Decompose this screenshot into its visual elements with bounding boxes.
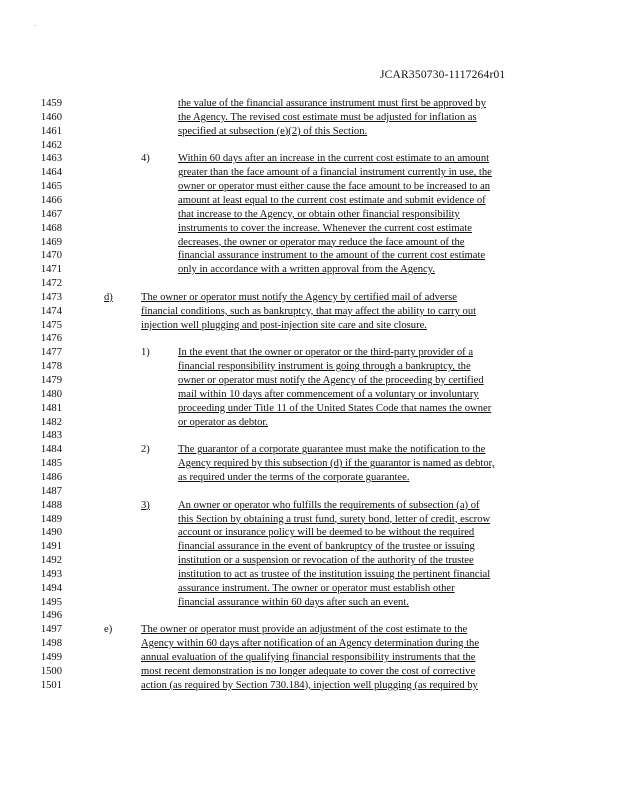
line-number: 1497	[40, 624, 62, 636]
line-text: account or insurance policy will be deemed to be without the required	[178, 527, 475, 539]
line-text: mail within 10 days after commencement of a voluntary or involuntary	[178, 388, 479, 400]
line-number: 1489	[40, 513, 62, 525]
line-number: 1470	[40, 250, 62, 262]
item-label: 1)	[141, 347, 150, 359]
line-number: 1496	[40, 610, 62, 622]
line-text: instruments to cover the increase. Whenever the current cost estimate	[178, 222, 472, 234]
line-text: Agency within 60 days after notification of an Agency determination during the	[141, 638, 480, 650]
document-line	[0, 291, 618, 305]
document-line	[0, 360, 618, 374]
line-number: 1474	[40, 305, 62, 317]
line-number: 1469	[40, 236, 62, 248]
line-text: as required under the terms of the corporate guarantee.	[178, 471, 410, 483]
line-text: financial assurance in the event of bankruptcy of the trustee or issuing	[178, 541, 475, 553]
document-line	[0, 665, 618, 679]
document-line	[0, 526, 618, 540]
document-line	[0, 319, 618, 333]
line-number: 1460	[40, 111, 62, 123]
item-label: 2)	[141, 444, 150, 456]
document-line	[0, 443, 618, 457]
line-number: 1481	[40, 402, 62, 414]
line-text: or operator as debtor.	[178, 416, 269, 428]
line-text: In the event that the owner or operator or the third-party provider of a	[178, 347, 474, 359]
line-text: Within 60 days after an increase in the current cost estimate to an amount	[178, 153, 490, 165]
line-text: The owner or operator must notify the Agency by certified mail of adverse	[141, 291, 457, 303]
line-text: this Section by obtaining a trust fund, surety bond, letter of credit, escrow	[178, 513, 491, 525]
document-line	[0, 499, 618, 513]
line-text: that increase to the Agency, or obtain other financial responsibility	[178, 208, 460, 220]
line-text: institution or a suspension or revocation of the authority of the trustee	[178, 555, 474, 567]
line-text: most recent demonstration is no longer adequate to cover the cost of corrective	[141, 665, 476, 677]
line-text: only in accordance with a written approval from the Agency.	[178, 264, 436, 276]
document-line	[0, 249, 618, 263]
document-line	[0, 166, 618, 180]
line-number: 1464	[40, 167, 62, 179]
document-line	[0, 457, 618, 471]
line-number: 1494	[40, 582, 62, 594]
line-text: institution to act as trustee of the institution issuing the pertinent financial	[178, 568, 491, 580]
document-line	[0, 346, 618, 360]
line-text: financial responsibility instrument is going through a bankruptcy, the	[178, 361, 471, 373]
line-text: annual evaluation of the qualifying financial responsibility instruments that the	[141, 652, 476, 663]
line-text: The owner or operator must provide an adjustment of the cost estimate to the	[141, 624, 468, 636]
document-line	[0, 305, 618, 319]
document-line	[0, 236, 618, 250]
line-number: 1495	[40, 596, 62, 608]
item-label: 3)	[141, 499, 150, 511]
line-number: 1498	[40, 638, 62, 650]
line-number: 1486	[40, 471, 62, 483]
line-number: 1476	[40, 333, 62, 345]
line-number: 1473	[40, 291, 62, 303]
document-line	[0, 679, 618, 693]
document-line	[0, 540, 618, 554]
line-number: 1479	[40, 375, 62, 386]
line-text: financial conditions, such as bankruptcy, that may affect the ability to carry out	[141, 305, 477, 317]
document-line	[0, 402, 618, 416]
line-text: assurance instrument. The owner or operator must establish other	[178, 582, 455, 594]
line-text: owner or operator must either cause the face amount to be increased to an	[178, 181, 491, 193]
line-number: 1485	[40, 458, 62, 470]
document-line	[0, 471, 618, 485]
line-number: 1483	[40, 430, 62, 442]
line-number: 1499	[40, 652, 62, 663]
line-number: 1475	[40, 319, 62, 331]
document-line	[0, 554, 618, 568]
document-line	[0, 194, 618, 208]
document-line	[0, 416, 618, 430]
corner-mark: .	[34, 20, 36, 28]
document-line	[0, 485, 618, 499]
line-number: 1477	[40, 347, 62, 359]
line-text: The guarantor of a corporate guarantee must make the notification to the	[178, 444, 486, 456]
line-number: 1471	[40, 264, 62, 276]
line-text: the value of the financial assurance instrument must first be approved by	[178, 98, 487, 109]
document-line	[0, 513, 618, 527]
line-number: 1488	[40, 499, 62, 511]
document-line	[0, 651, 618, 665]
line-number: 1468	[40, 222, 62, 234]
document-line	[0, 388, 618, 402]
line-text: Agency required by this subsection (d) if the guarantor is named as debtor,	[178, 458, 495, 470]
line-text: greater than the face amount of a financial instrument currently in use, the	[178, 167, 492, 179]
document-line	[0, 263, 618, 277]
document-line	[0, 180, 618, 194]
line-number: 1500	[40, 665, 62, 677]
document-line	[0, 125, 618, 139]
line-number: 1478	[40, 361, 62, 373]
line-number: 1467	[40, 208, 62, 220]
line-number: 1459	[40, 98, 62, 109]
line-text: injection well plugging and post-injection site care and site closure.	[141, 319, 427, 331]
line-text: action (as required by Section 730.184), injection well plugging (as required by	[141, 679, 478, 691]
document-line	[0, 609, 618, 623]
document-line	[0, 623, 618, 637]
line-number: 1484	[40, 444, 62, 456]
line-text: An owner or operator who fulfills the requirements of subsection (a) of	[178, 499, 480, 511]
line-number: 1493	[40, 568, 62, 580]
line-text: the Agency. The revised cost estimate must be adjusted for inflation as	[178, 111, 477, 123]
line-text: financial assurance instrument to the amount of the current cost estimate	[178, 250, 486, 262]
line-text: owner or operator must notify the Agency of the proceeding by certified	[178, 375, 484, 386]
document-line	[0, 97, 618, 111]
item-label: 4)	[141, 153, 150, 165]
document-id: JCAR350730-1117264r01	[380, 69, 506, 81]
document-line	[0, 582, 618, 596]
document-line	[0, 596, 618, 610]
document-line	[0, 222, 618, 236]
document-line	[0, 374, 618, 388]
line-text: decreases, the owner or operator may reduce the face amount of the	[178, 236, 465, 248]
document-line	[0, 139, 618, 153]
line-text: specified at subsection (e)(2) of this Section.	[178, 125, 368, 137]
line-number: 1501	[40, 679, 62, 691]
line-number: 1463	[40, 153, 62, 165]
line-text: amount at least equal to the current cost estimate and submit evidence of	[178, 194, 486, 206]
line-number: 1465	[40, 181, 62, 193]
line-number: 1480	[40, 388, 62, 400]
line-text: financial assurance within 60 days after such an event.	[178, 596, 409, 608]
item-label: d)	[104, 291, 113, 303]
line-number: 1487	[40, 485, 62, 497]
line-number: 1472	[40, 278, 62, 290]
document-line	[0, 332, 618, 346]
document-line	[0, 277, 618, 291]
line-number: 1492	[40, 555, 62, 567]
line-number: 1462	[40, 139, 62, 151]
document-line	[0, 152, 618, 166]
line-number: 1490	[40, 527, 62, 539]
document-line	[0, 637, 618, 651]
line-number: 1491	[40, 541, 62, 553]
document-line	[0, 208, 618, 222]
line-number: 1466	[40, 194, 62, 206]
item-label: e)	[104, 624, 113, 636]
line-number: 1461	[40, 125, 62, 137]
document-line	[0, 429, 618, 443]
line-text: proceeding under Title 11 of the United States Code that names the owner	[178, 402, 492, 414]
document-line	[0, 568, 618, 582]
line-number: 1482	[40, 416, 62, 428]
document-line	[0, 111, 618, 125]
